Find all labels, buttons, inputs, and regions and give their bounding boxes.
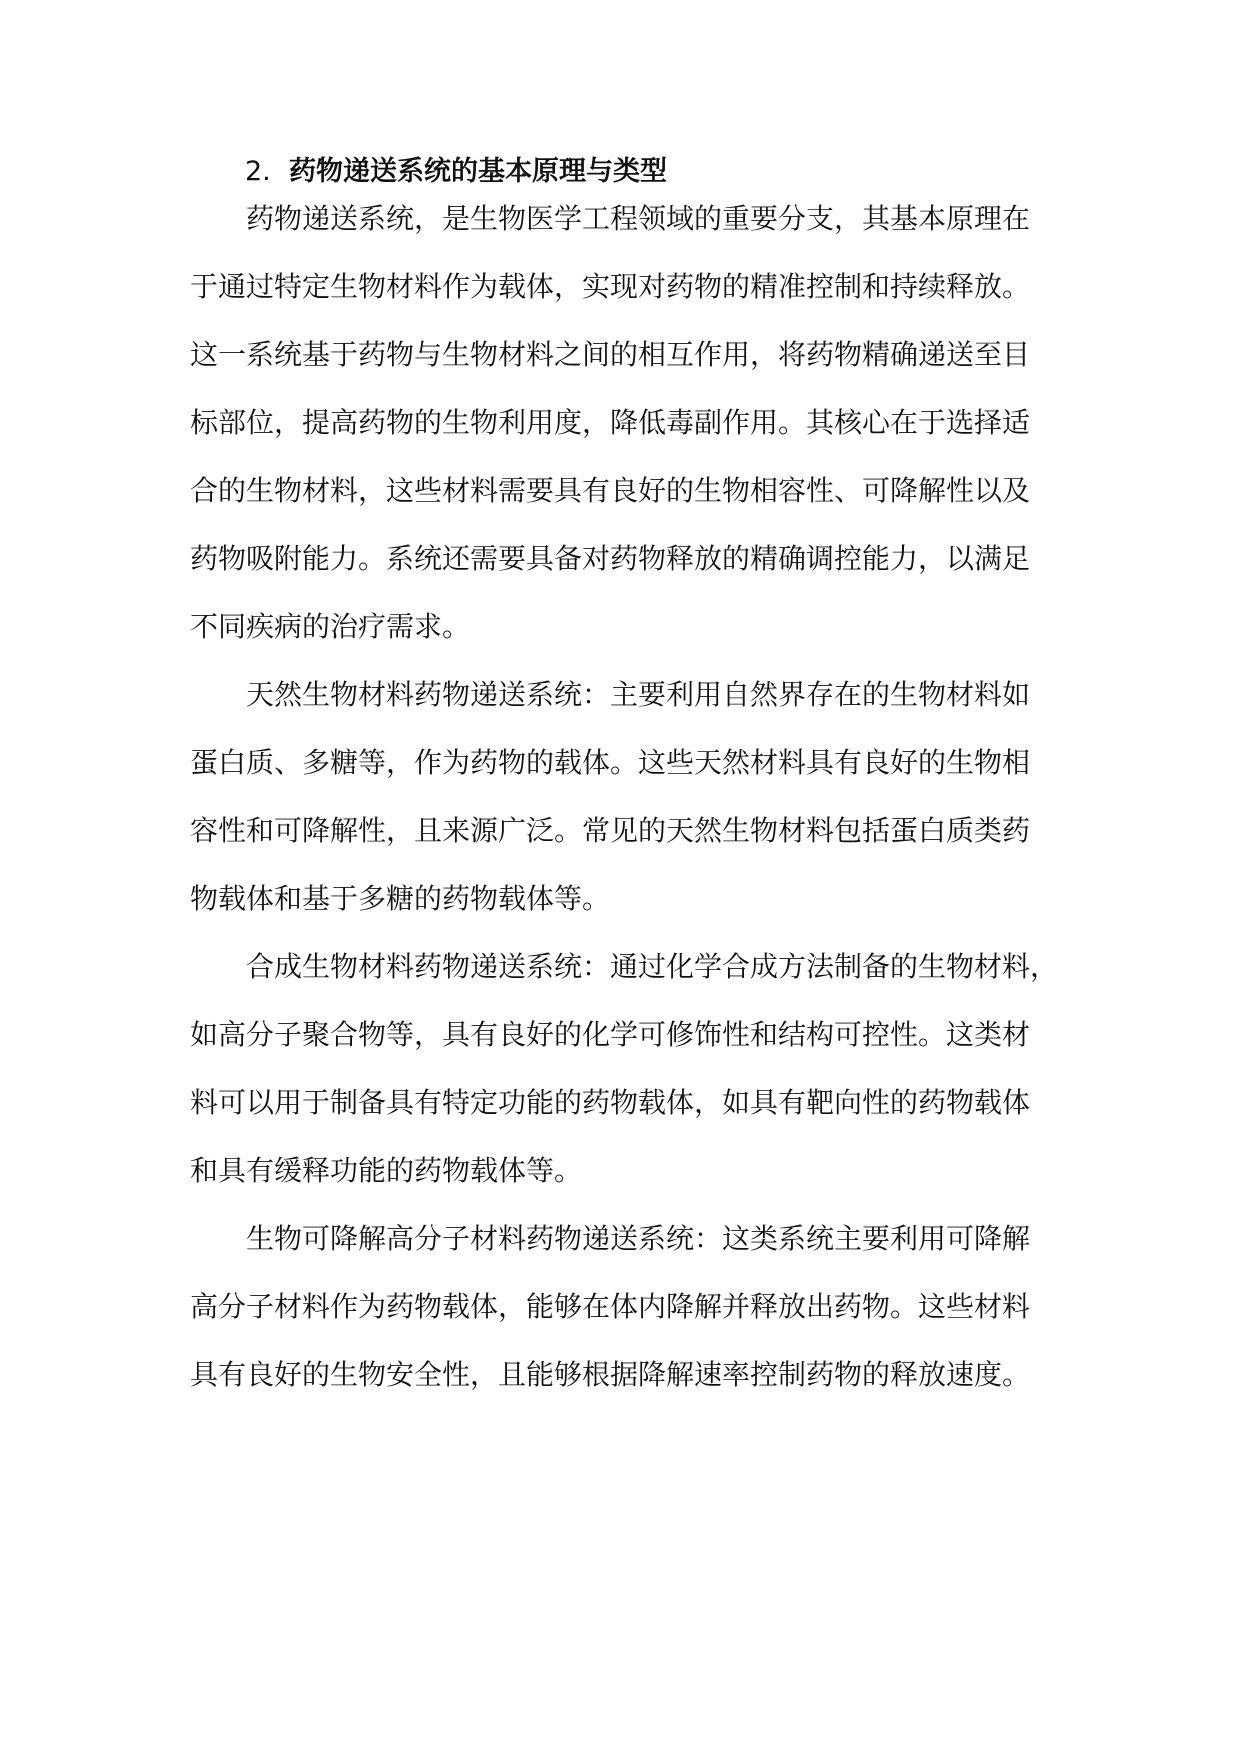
section-title: 药物递送系统的基本原理与类型 bbox=[289, 156, 667, 187]
paragraph-3-line-2: 如高分子聚合物等，具有良好的化学可修饰性和结构可控性。这类材 bbox=[190, 1018, 1031, 1051]
paragraph-4-line-1: 生物可降解高分子材料药物递送系统：这类系统主要利用可降解 bbox=[246, 1222, 1031, 1255]
paragraph-1-line-4: 标部位，提高药物的生物利用度，降低毒副作用。其核心在于选择适 bbox=[190, 406, 1031, 439]
paragraph-3-line-1: 合成生物材料药物递送系统：通过化学合成方法制备的生物材料， bbox=[246, 950, 1059, 983]
paragraph-2-line-4: 物载体和基于多糖的药物载体等。 bbox=[190, 882, 611, 915]
paragraph-2-line-1: 天然生物材料药物递送系统：主要利用自然界存在的生物材料如 bbox=[246, 678, 1031, 711]
paragraph-2-line-2: 蛋白质、多糖等，作为药物的载体。这些天然材料具有良好的生物相 bbox=[190, 746, 1031, 779]
paragraph-2-line-3: 容性和可降解性，且来源广泛。常见的天然生物材料包括蛋白质类药 bbox=[190, 814, 1031, 847]
paragraph-4-line-2: 高分子材料作为药物载体，能够在体内降解并释放出药物。这些材料 bbox=[190, 1290, 1031, 1323]
section-number: 2. bbox=[245, 156, 271, 187]
paragraph-4-line-3: 具有良好的生物安全性，且能够根据降解速率控制药物的释放速度。 bbox=[190, 1358, 1031, 1391]
paragraph-1-line-3: 这一系统基于药物与生物材料之间的相互作用，将药物精确递送至目 bbox=[190, 338, 1031, 371]
paragraph-3-line-4: 和具有缓释功能的药物载体等。 bbox=[190, 1154, 583, 1187]
paragraph-1-line-7: 不同疾病的治疗需求。 bbox=[190, 610, 471, 643]
paragraph-1-line-5: 合的生物材料，这些材料需要具有良好的生物相容性、可降解性以及 bbox=[190, 474, 1031, 507]
paragraph-1-line-6: 药物吸附能力。系统还需要具备对药物释放的精确调控能力，以满足 bbox=[190, 542, 1031, 575]
paragraph-1-line-2: 于通过特定生物材料作为载体，实现对药物的精准控制和持续释放。 bbox=[190, 270, 1031, 303]
paragraph-1-line-1: 药物递送系统，是生物医学工程领域的重要分支，其基本原理在 bbox=[246, 202, 1031, 235]
paragraph-3-line-3: 料可以用于制备具有特定功能的药物载体，如具有靶向性的药物载体 bbox=[190, 1086, 1031, 1119]
section-heading bbox=[245, 148, 1145, 196]
